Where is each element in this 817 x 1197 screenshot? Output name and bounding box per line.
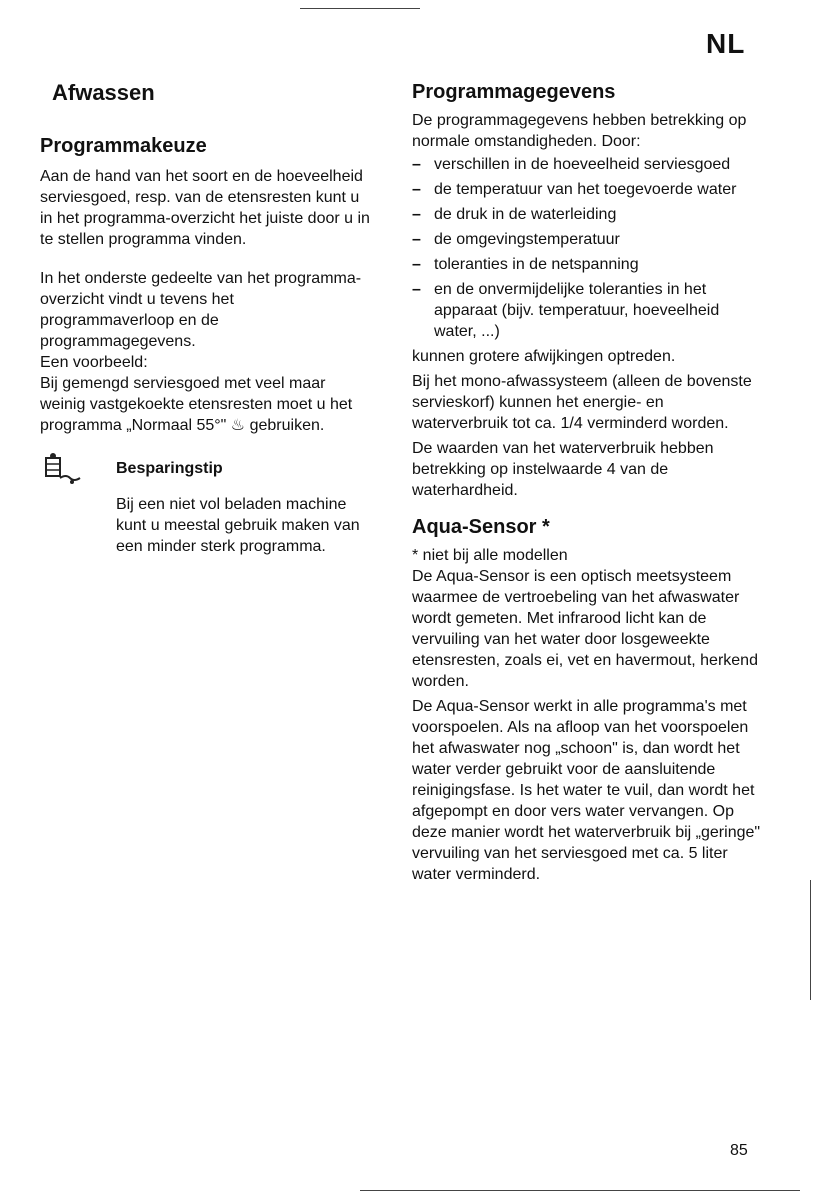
aqua-sensor-note: * niet bij alle modellen bbox=[412, 547, 568, 564]
deviation-factors-list bbox=[412, 154, 762, 342]
program-data-intro: De programmagegevens hebben betrekking op normale omstandigheden. Door: bbox=[412, 112, 747, 150]
scan-mark-top bbox=[300, 8, 420, 9]
saving-tip bbox=[40, 458, 370, 557]
list-item: – de omgevingstemperatuur bbox=[412, 229, 762, 250]
overview-paragraph: In het onderste gedeelte van het programma-overzicht vindt u tevens het programmaverloop en de programmagegevens. bbox=[40, 270, 362, 350]
left-column bbox=[40, 78, 370, 557]
aqua-sensor-section bbox=[412, 513, 762, 885]
right-column bbox=[412, 78, 762, 885]
page-number: 85 bbox=[730, 1142, 748, 1159]
deviation-result: kunnen grotere afwijkingen optreden. bbox=[412, 348, 676, 365]
list-item: – toleranties in de netspanning bbox=[412, 254, 762, 275]
list-item: – de temperatuur van het toegevoerde water bbox=[412, 179, 762, 200]
aqua-sensor-description: De Aqua-Sensor is een optisch meetsysteem waarmee de vertroebeling van het afwaswater wordt gemeten. Met infrarood licht kan de vervuiling van het water door losgeweekte etensresten, zoals ei, vet en havermout, herkend worden. bbox=[412, 568, 758, 690]
section-title: Afwassen bbox=[52, 80, 155, 105]
program-data-title: Programmagegevens bbox=[412, 81, 616, 103]
subsection-title: Programmakeuze bbox=[40, 135, 207, 157]
saving-tip-title: Besparingstip bbox=[116, 460, 223, 477]
water-values-paragraph: De waarden van het waterverbruik hebben betrekking op instelwaarde 4 van de waterhardheid. bbox=[412, 440, 714, 499]
list-item: – en de onvermijdelijke toleranties in het apparaat (bijv. temperatuur, hoeveelheid water, ...) bbox=[412, 279, 762, 342]
aqua-sensor-title: Aqua-Sensor * bbox=[412, 516, 550, 538]
mono-system-paragraph: Bij het mono-afwassysteem (alleen de bovenste servieskorf) kunnen het energie- en waterverbruik tot ca. 1/4 verminderd worden. bbox=[412, 373, 752, 432]
aqua-sensor-operation: De Aqua-Sensor werkt in alle programma's met voorspoelen. Als na afloop van het voorspoelen het afwaswater nog „schoon" is, dan wordt het water verder gebruikt voor de aansluitende reinigingsfase. Is het water te vuil, dan wordt het afgepompt en door vers water vervangen. Op deze manier wordt het waterverbruik bij „geringe" vervuiling van het serviesgoed met ca. 5 liter water verminderd. bbox=[412, 698, 761, 883]
saving-tip-icon bbox=[40, 452, 84, 488]
scan-mark-right bbox=[810, 880, 811, 1000]
scan-mark-bottom bbox=[360, 1190, 800, 1191]
example-label: Een voorbeeld: bbox=[40, 354, 148, 371]
saving-tip-text: Bij een niet vol beladen machine kunt u meestal gebruik maken van een minder sterk programma. bbox=[116, 496, 360, 555]
list-item: – de druk in de waterleiding bbox=[412, 204, 762, 225]
intro-paragraph: Aan de hand van het soort en de hoeveelheid serviesgoed, resp. van de etensresten kunt u in het programma-overzicht het juiste door u in te stellen programma vinden. bbox=[40, 168, 370, 248]
example-paragraph: Bij gemengd serviesgoed met veel maar weinig vastgekoekte etensresten moet u het programma „Normaal 55°" ♨ gebruiken. bbox=[40, 375, 353, 434]
language-code: NL bbox=[706, 28, 746, 59]
list-item: – verschillen in de hoeveelheid serviesgoed bbox=[412, 154, 762, 175]
